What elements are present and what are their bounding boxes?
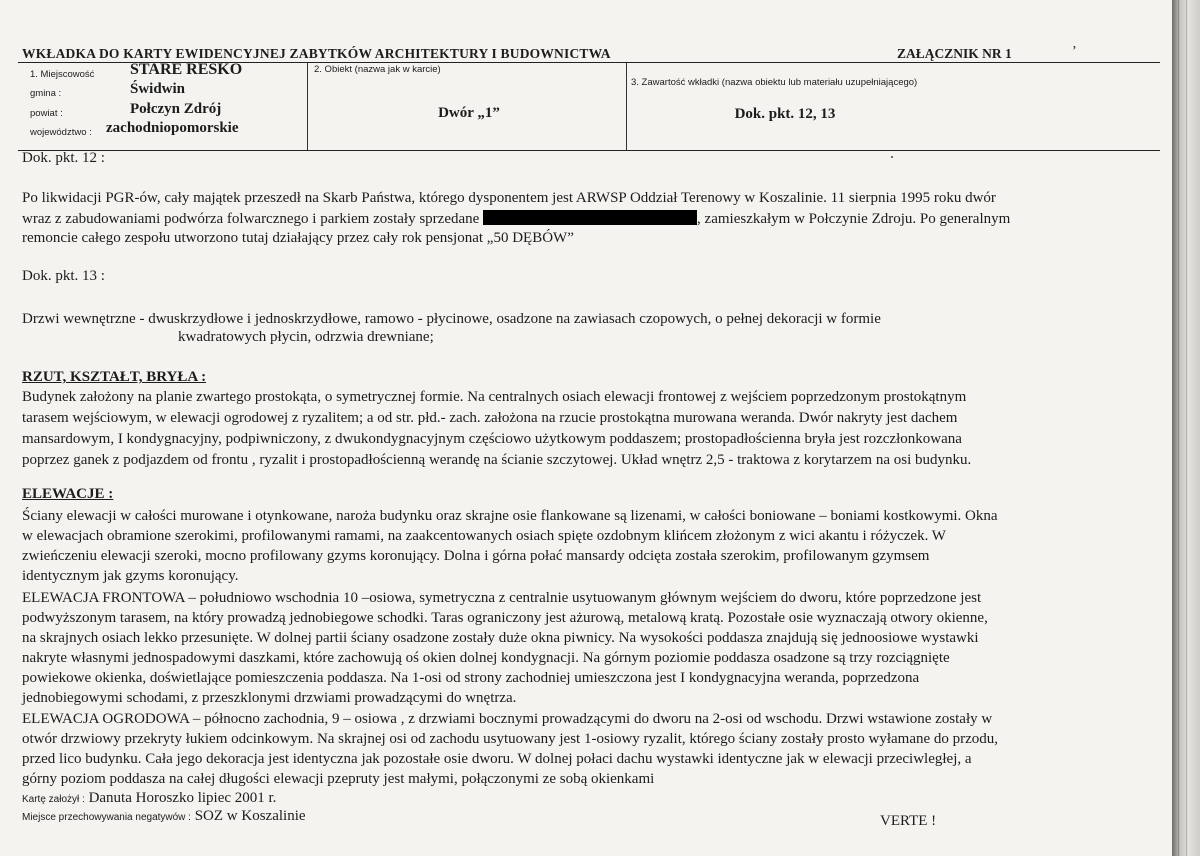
- paragraph-line: otwór drzwiowy przekryty łukiem odcinkowym. Na skrajnej osi od zachodu usytuowany jest 1-osiowy ryzalit, którego ściany zostały prosto wyłamane do przodu,: [22, 731, 999, 747]
- paragraph-line: identycznym jak gzyms koronujący.: [22, 568, 239, 584]
- paragraph-line: ELEWACJA OGRODOWA – północno zachodnia, 9 – osiowa , z drzwiami bocznymi prowadzącymi do dworu na 2-osi od wschodu. Drzwi wstawione zostały w: [22, 711, 993, 727]
- author-label: Kartę założył :: [22, 794, 85, 805]
- paragraph-line: w elewacjach obramione szerokimi, profilowanymi ramami, na zaakcentowanych osiach spięte ozdobnym klińcem złożonym z wici akantu i różyczek. W: [22, 528, 946, 544]
- paragraph-line: na skrajnych osiach lekko przesunięte. W dolnej partii ściany osadzone zostały duże okna piwnicy. Na wysokości poddasza znajdują się jednoosiowe wystawki: [22, 630, 979, 646]
- object-label: 2. Obiekt (nazwa jak w karcie): [314, 64, 441, 75]
- scan-speck: [891, 156, 893, 158]
- annex-number: ZAŁĄCZNIK NR 1: [897, 46, 1012, 61]
- paragraph-line: jednobiegowymi schodami, z przeszklonymi drzwiami prowadzącymi do wnętrza.: [22, 690, 517, 706]
- locality-label: 1. Miejscowość: [30, 69, 95, 80]
- page-edge: [1172, 0, 1200, 856]
- paragraph-line: Drzwi wewnętrzne - dwuskrzydłowe i jednoskrzydłowe, ramowo - płycinowe, osadzone na zawiasach czopowych, o pełnej dekoracji w formie: [22, 311, 881, 327]
- paragraph-line: górny poziom poddasza na całej długości elewacji pzepruty jest małymi, połączonymi ze sobą okienkami: [22, 771, 655, 787]
- verte-note: VERTE !: [880, 813, 937, 829]
- column-divider: [626, 63, 627, 150]
- paragraph-line: przed lico budynku. Cała jego dekoracja jest identyczna jak pozostałe osie dworu. W dolnej połaci dachu wystawki identyczne jak w elewacji przeciwległej, a: [22, 751, 972, 767]
- object-value: Dwór „1”: [438, 105, 500, 121]
- redaction-box: [483, 210, 697, 225]
- paragraph-line: kwadratowych płycin, odrzwia drewniane;: [178, 329, 434, 345]
- locality-value: STARE RESKO: [130, 61, 243, 78]
- paragraph-line: zwieńczeniu elewacji szeroki, mocno profilowany gzyms koronujący. Dolna i górna połać mansardy odcięta została szerokim, profilowanym gzymsem: [22, 548, 930, 564]
- paragraph-line: poprzez ganek z podjazdem od frontu , ryzalit i prostopadłościenną werandę na ścianie szczytowej. Układ wnętrz 2,5 - traktowa z korytarzem na osi budynku.: [22, 452, 972, 468]
- pencil-mark: ʼ: [1072, 44, 1077, 59]
- negatives-row: [22, 808, 306, 825]
- author-row: [22, 790, 276, 807]
- voivodeship-value: zachodniopomorskie: [106, 120, 239, 136]
- negatives-value: SOZ w Koszalinie: [194, 808, 306, 824]
- voivodeship-label: województwo :: [30, 127, 92, 138]
- paragraph-line: nakryte własnymi jednospadowymi daszkami, które zachowują oś okien dolnej kondygnacji. Na górnym poziomie poddasza osadzone są trzy rozciągnięte: [22, 650, 950, 666]
- paragraph-text: , zamieszkałym w Połczynie Zdroju. Po generalnym: [697, 211, 1011, 227]
- district-value: Połczyn Zdrój: [130, 101, 222, 117]
- paragraph-line: tarasem wejściowym, w elewacji ogrodowej z ryzalitem; a od str. płd.- zach. założona na rzucie prostokątna murowana weranda. Dwór nakryty jest dachem: [22, 410, 958, 426]
- paragraph-line: mansardowym, I kondygnacyjny, podpiwniczony, z dwukondygnacyjnym częściowo użytkowym poddaszem; prostopadłościenna bryła jest rozczłonkowana: [22, 431, 962, 447]
- paragraph-line: Po likwidacji PGR-ów, cały majątek przeszedł na Skarb Państwa, którego dysponentem jest ARWSP Oddział Terenowy w Koszalinie. 11 sierpnia 1995 roku dwór: [22, 190, 996, 206]
- header-fields-table: [18, 62, 1160, 151]
- paragraph-text: wraz z zabudowaniami podwórza folwarcznego i parkiem zostały sprzedane: [22, 211, 480, 227]
- author-value: Danuta Horoszko lipiec 2001 r.: [88, 790, 277, 806]
- paragraph-line: Budynek założony na planie zwartego prostokąta, o symetrycznej formie. Na centralnych osiach elewacji frontowej z wejściem poprzedzonym prostokątnym: [22, 389, 967, 405]
- commune-value: Świdwin: [130, 81, 186, 97]
- page-edge-line: [1186, 0, 1187, 856]
- section-rzut-heading: RZUT, KSZTAŁT, BRYŁA :: [22, 369, 207, 385]
- contents-label: 3. Zawartość wkładki (nazwa obiektu lub materiału uzupełniającego): [631, 77, 918, 88]
- paragraph-line: [22, 210, 1010, 228]
- contents-value: Dok. pkt. 12, 13: [734, 106, 836, 122]
- document-title: WKŁADKA DO KARTY EWIDENCYJNEJ ZABYTKÓW ARCHITEKTURY I BUDOWNICTWA: [22, 46, 611, 61]
- section-dok12-heading: Dok. pkt. 12 :: [22, 150, 105, 166]
- commune-label: gmina :: [30, 88, 62, 99]
- column-divider: [307, 63, 308, 150]
- paragraph-line: podwyższonym tarasem, na który prowadzą jednobiegowe schodki. Taras ograniczony jest ażurową, metalową kratą. Pozostałe osie wyznaczają otwory okienne,: [22, 610, 988, 626]
- district-label: powiat :: [30, 108, 63, 119]
- paragraph-line: powiekowe okienka, doświetlające pomieszczenia poddasza. Na 1-osi od strony zachodniej umieszczona jest I kondygnacyjna weranda, poprzedzona: [22, 670, 920, 686]
- page-edge-line: [1178, 0, 1179, 856]
- paragraph-line: remoncie całego zespołu utworzono tutaj działający przez cały rok pensjonat „50 DĘBÓW”: [22, 230, 574, 246]
- paragraph-line: ELEWACJA FRONTOWA – południowo wschodnia 10 –osiowa, symetryczna z centralnie usytuowanym głównym wejściem do dworu, które poprzedzone jest: [22, 590, 982, 606]
- negatives-label: Miejsce przechowywania negatywów :: [22, 812, 191, 823]
- section-dok13-heading: Dok. pkt. 13 :: [22, 268, 105, 284]
- paragraph-line: Ściany elewacji w całości murowane i otynkowane, naroża budynku oraz skrajne osie flankowane są lizenami, w całości boniowane – boniami kostkowymi. Okna: [22, 508, 998, 524]
- section-elewacje-heading: ELEWACJE :: [22, 486, 114, 502]
